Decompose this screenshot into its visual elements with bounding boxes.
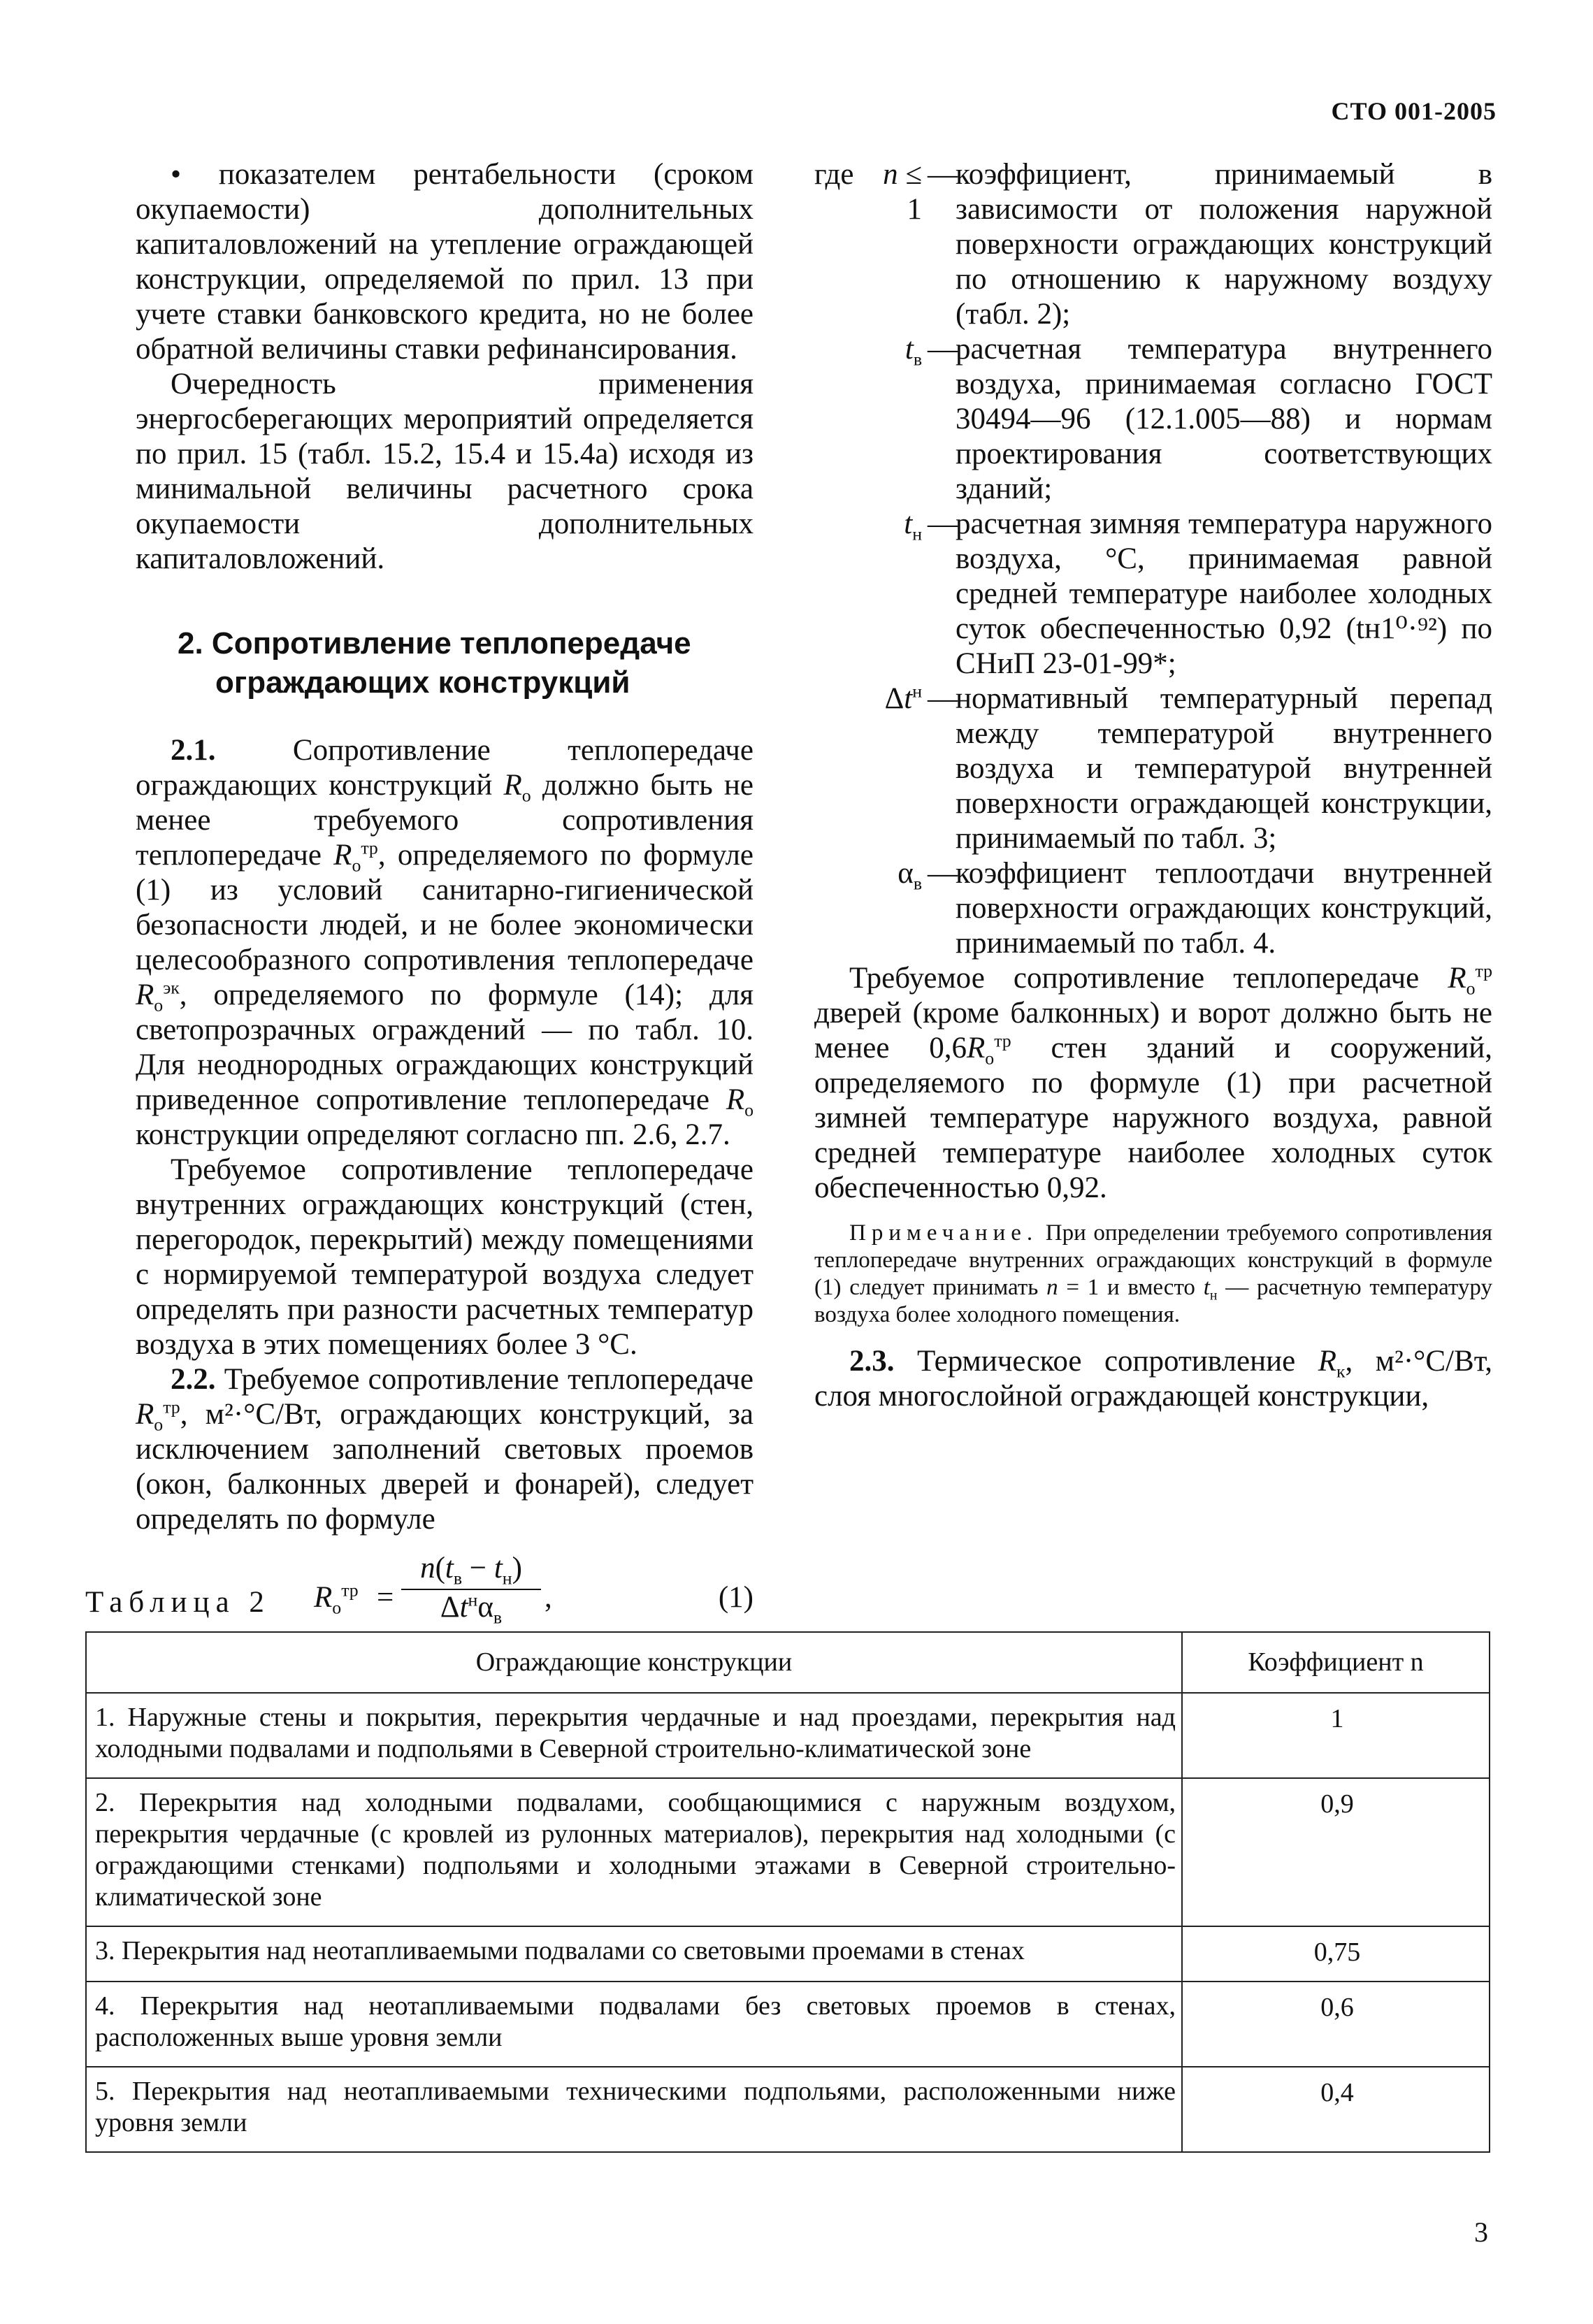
dash: — xyxy=(928,507,958,540)
text: конструкции определяют согласно пп. 2.6, 2.7. xyxy=(136,1118,730,1151)
section-heading-line2: ограждающих конструкций xyxy=(215,665,630,700)
table-cell-coefficient: 0,6 xyxy=(1182,1982,1490,2067)
doors-paragraph: Требуемое сопротивление теплопередаче $R_о^{тр}$ дверей (кроме балконных) и ворот должно быть не менее $0,6R_о^{тр}$ стен зданий и сооружений, определяемого по формуле (1) при расчетной зимней температуре наружного воздуха, равной средней температуре наиболее холодных суток обеспеченностью 0,92. xyxy=(814,960,1492,1204)
note: Примечание. При определении требуемого сопротивления теплопередаче внутренних ограждающих конструкций в формуле (1) следует принимать n = 1 и вместо $t_н$ — расчетную температуру воздуха более холодного помещения. xyxy=(814,1220,1492,1327)
section-heading-line1: 2. Сопротивление теплопередаче xyxy=(178,626,691,661)
table-row xyxy=(86,1778,1490,1926)
where-word: где xyxy=(814,158,854,191)
formula-equals: = xyxy=(377,1581,394,1614)
symbol: $t_н$ xyxy=(904,507,922,544)
definition-text: коэффициент, принимаемый в зависимости от положения наружной поверхности ограждающих конструкций по отношению к наружному воздуху (табл. 2); xyxy=(956,158,1492,331)
text: , определяемого по формуле (14); для светопрозрачных ограждений — по табл. 10. Для неоднородных ограждающих конструкций приведенное сопротивление теплопередаче xyxy=(136,979,754,1116)
symbol-definitions xyxy=(814,157,1492,961)
formula-denominator: $\Delta t^н\alpha_в$ xyxy=(440,1589,503,1628)
definition-tv xyxy=(814,332,1492,507)
formula-lhs: $R_о^{тр}$ xyxy=(314,1580,359,1618)
table-2 xyxy=(85,1631,1490,2153)
definition-text: расчетная температура внутреннего воздуха, принимаемая согласно ГОСТ 30494—96 (12.1.005—88) и нормам проектирования соответствующих зданий; xyxy=(956,333,1492,505)
table-row xyxy=(86,1693,1490,1778)
text: , м²·°С/Вт, слоя многослойной ограждающей конструкции, xyxy=(814,1345,1492,1413)
definition-text: нормативный температурный перепад между температурой внутреннего воздуха и температурой внутренней поверхности ограждающей конструкции, принимаемый по табл. 3; xyxy=(956,682,1492,855)
table-row xyxy=(86,1982,1490,2067)
symbol: $t_в$ xyxy=(904,333,922,370)
text: Термическое сопротивление xyxy=(894,1345,1318,1378)
definition-alpha xyxy=(814,856,1492,961)
note-label: Примечание. xyxy=(849,1220,1039,1246)
definition-delta-t xyxy=(814,681,1492,856)
formula-fraction xyxy=(401,1551,541,1628)
table-cell-description: 5. Перекрытия над неотапливаемыми техническими подпольями, расположенными ниже уровня земли xyxy=(86,2067,1182,2152)
definition-text: расчетная зимняя температура наружного воздуха, °С, принимаемая равной средней температуре наиболее холодных суток обеспеченностью 0,92 (tн1⁰·⁹²) по СНиП 23-01-99*; xyxy=(956,507,1492,680)
paragraph-2-3: 2.3. Термическое сопротивление $R_к$, м²·°С/Вт, слоя многослойной ограждающей конструкции, xyxy=(814,1345,1492,1413)
text: Сопротивление теплопередаче ограждающих конструкций xyxy=(136,734,754,802)
right-column xyxy=(814,157,1492,1414)
paragraph-2-2: 2.2. Требуемое сопротивление теплопередаче $R_о^{тр}$, м²·°С/Вт, ограждающих конструкций, за исключением заполнений световых проемов (окон, балконных дверей и фонарей), следует определять по формуле xyxy=(136,1363,754,1536)
text: Требуемое сопротивление теплопередаче xyxy=(215,1363,754,1396)
dash: — xyxy=(928,682,958,715)
clause-number: 2.3. xyxy=(849,1345,895,1378)
left-column xyxy=(136,157,754,1649)
table-cell-coefficient: 0,75 xyxy=(1182,1926,1490,1982)
text: , м²·°С/Вт, ограждающих конструкций, за исключением заполнений световых проемов (окон, балконных дверей и фонарей), следует определять по формуле xyxy=(136,1398,754,1536)
paragraph-2-1: 2.1. Сопротивление теплопередаче ограждающих конструкций $R_о$ должно быть не менее требуемого сопротивления теплопередаче $R_о^{тр}$, определяемого по формуле (1) из условий санитарно-гигиенической безопасности людей, и не более экономически целесообразного сопротивления теплопередаче $R_о^{эк}$, определяемого по формуле (14); для светопрозрачных ограждений — по табл. 10. Для неоднородных ограждающих конструкций приведенное сопротивление теплопередаче $R_о$ конструкции определяют согласно пп. 2.6, 2.7. xyxy=(136,734,754,1151)
symbol: n ≤ 1 xyxy=(883,158,922,226)
internal-structures-paragraph: Требуемое сопротивление теплопередаче внутренних ограждающих конструкций (стен, перегородок, перекрытий) между помещениями с нормируемой температурой воздуха следует определять при разности расчетных температур воздуха в этих помещениях более 3 °С. xyxy=(136,1153,754,1361)
page-number: 3 xyxy=(1474,2216,1488,2248)
formula-number: (1) xyxy=(718,1581,754,1614)
text: стен зданий и сооружений, определяемого по формуле (1) при расчетной зимней температуре наружного воздуха, равной средней температуре наиболее холодных суток обеспеченностью 0,92. xyxy=(814,1032,1492,1204)
document-code: СТО 001-2005 xyxy=(1331,97,1497,125)
clause-number: 2.2. xyxy=(171,1363,216,1396)
text: = 1 и вместо xyxy=(1058,1275,1204,1300)
text: При определении требуемого сопротивления теплопередаче внутренних ограждающих конструкций в формуле (1) следует принимать xyxy=(814,1220,1492,1300)
table-row xyxy=(86,2067,1490,2152)
section-heading xyxy=(178,624,754,702)
table-cell-coefficient: 0,9 xyxy=(1182,1778,1490,1926)
dash: — xyxy=(928,857,958,890)
table-cell-description: 4. Перекрытия над неотапливаемыми подвалами без световых проемов в стенах, расположенных выше уровня земли xyxy=(86,1982,1182,2067)
table-header-structures: Ограждающие конструкции xyxy=(86,1632,1182,1693)
table-caption: Таблица 2 xyxy=(85,1586,271,1619)
text: Требуемое сопротивление теплопередаче xyxy=(849,962,1448,995)
definition-n xyxy=(814,157,1492,332)
table-cell-coefficient: 1 xyxy=(1182,1693,1490,1778)
dash: — xyxy=(928,158,958,191)
text: должно быть не менее требуемого сопротивления теплопередаче xyxy=(136,769,754,872)
text: , определяемого по формуле (1) из условий санитарно-гигиенической безопасности людей, и не более экономически целесообразного сопротивления теплопередаче xyxy=(136,839,754,976)
table-cell-description: 1. Наружные стены и покрытия, перекрытия чердачные и над проездами, перекрытия над холодными подвалами и подпольями в Северной строительно-климатической зоне xyxy=(86,1693,1182,1778)
text: дверей (кроме балконных) и ворот должно быть не менее 0,6 xyxy=(814,997,1492,1064)
formula-numerator: $n(t_в - t_н)$ xyxy=(401,1551,541,1590)
table-header-row xyxy=(86,1632,1490,1693)
definition-tn xyxy=(814,507,1492,681)
clause-number: 2.1. xyxy=(171,734,216,767)
bullet-paragraph: • показателем рентабельности (сроком окупаемости) дополнительных капиталовложений на утепление ограждающей конструкции, определяемой по прил. 13 при учете ставки банковского кредита, но не более обратной величины ставки рефинансирования. xyxy=(136,158,754,366)
table-cell-description: 2. Перекрытия над холодными подвалами, сообщающимися с наружным воздухом, перекрытия чердачные (с кровлей из рулонных материалов), перекрытия над холодными (с ограждающими стенками) подпольями и холодными этажами в Северной строительно-климатической зоне xyxy=(86,1778,1182,1926)
text: — расчетную температуру воздуха более холодного помещения. xyxy=(814,1275,1492,1327)
formula-comma: , xyxy=(545,1581,552,1614)
dash: — xyxy=(928,333,958,366)
symbol: $\Delta t^н$ xyxy=(884,681,922,715)
order-paragraph: Очередность применения энергосберегающих мероприятий определяется по прил. 15 (табл. 15.2, 15.4 и 15.4а) исходя из минимальной величины расчетного срока окупаемости дополнительных капиталовложений. xyxy=(136,368,754,575)
table-cell-coefficient: 0,4 xyxy=(1182,2067,1490,2152)
table-cell-description: 3. Перекрытия над неотапливаемыми подвалами со световыми проемами в стенах xyxy=(86,1926,1182,1982)
table-header-coefficient: Коэффициент n xyxy=(1182,1632,1490,1693)
definition-text: коэффициент теплоотдачи внутренней поверхности ограждающих конструкций, принимаемый по табл. 4. xyxy=(956,857,1492,960)
table-row xyxy=(86,1926,1490,1982)
symbol: $\alpha_в$ xyxy=(898,857,922,894)
